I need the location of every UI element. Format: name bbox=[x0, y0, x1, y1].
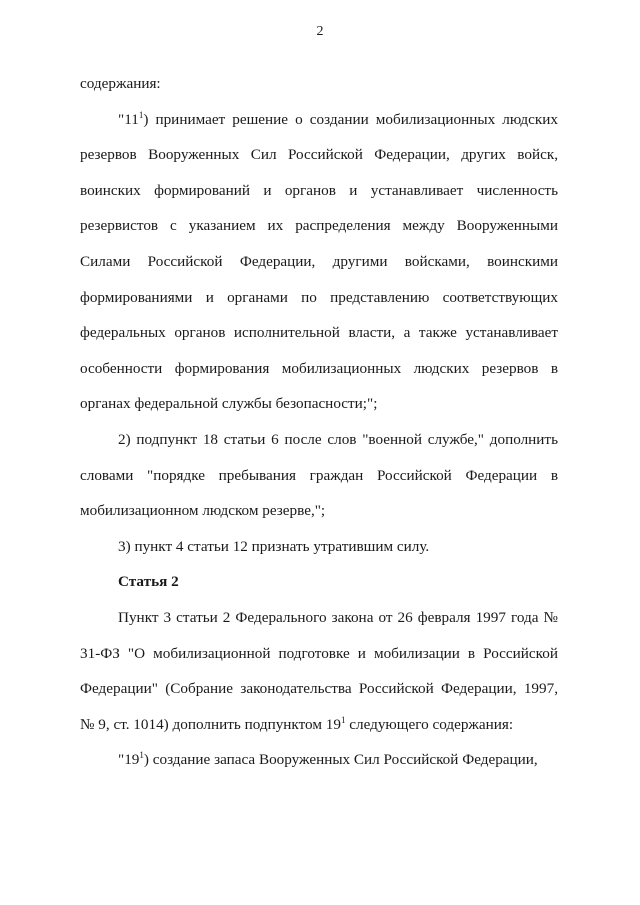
document-body bbox=[80, 66, 558, 778]
page-number: 2 bbox=[316, 24, 324, 39]
paragraph-subitem-11-1 bbox=[80, 102, 558, 422]
paragraph-item-2: 2) подпункт 18 статьи 6 после слов "военной службе," дополнить словами "порядке пребывания граждан Российской Федерации в мобилизационном людском резерве,"; bbox=[80, 430, 558, 520]
paragraph-item-3: 3) пункт 4 статьи 12 признать утратившим силу. bbox=[118, 537, 430, 555]
article-2-text-after: следующего содержания: bbox=[345, 715, 514, 733]
paragraph-article-2-body bbox=[80, 600, 558, 742]
subitem-open: "19 bbox=[118, 751, 140, 769]
subitem-open: "11 bbox=[118, 110, 139, 128]
paragraph-continuation: содержания: bbox=[80, 75, 161, 92]
article-2-text-before: Пункт 3 статьи 2 Федерального закона от 26 февраля 1997 года № 31-ФЗ "О мобилизационной подготовке и мобилизации в Российской Федерации" (Собрание законодательства Российской Федерации, 1997, № 9, ст. 1014) дополнить подпунктом 19 bbox=[80, 608, 558, 733]
superscript: 1 bbox=[340, 714, 346, 725]
superscript: 1 bbox=[139, 750, 144, 761]
subitem-text: ) принимает решение о создании мобилизационных людских резервов Вооруженных Сил Российской Федерации, других войск, воинских формирований и органов и устанавливает численность резервистов с указанием их распределения между Вооруженными Силами Российской Федерации, другими войсками, воинскими формированиями и органами по представлению соответствующих федеральных органов исполнительной власти, а также устанавливает особенности формирования мобилизационных людских резервов в органах федеральной службы безопасности;"; bbox=[80, 110, 558, 413]
subitem-text: ) создание запаса Вооруженных Сил Российской Федерации, bbox=[143, 751, 538, 769]
paragraph-subitem-19-1 bbox=[80, 742, 558, 778]
superscript: 1 bbox=[138, 109, 144, 120]
article-heading: Статья 2 bbox=[118, 573, 179, 591]
